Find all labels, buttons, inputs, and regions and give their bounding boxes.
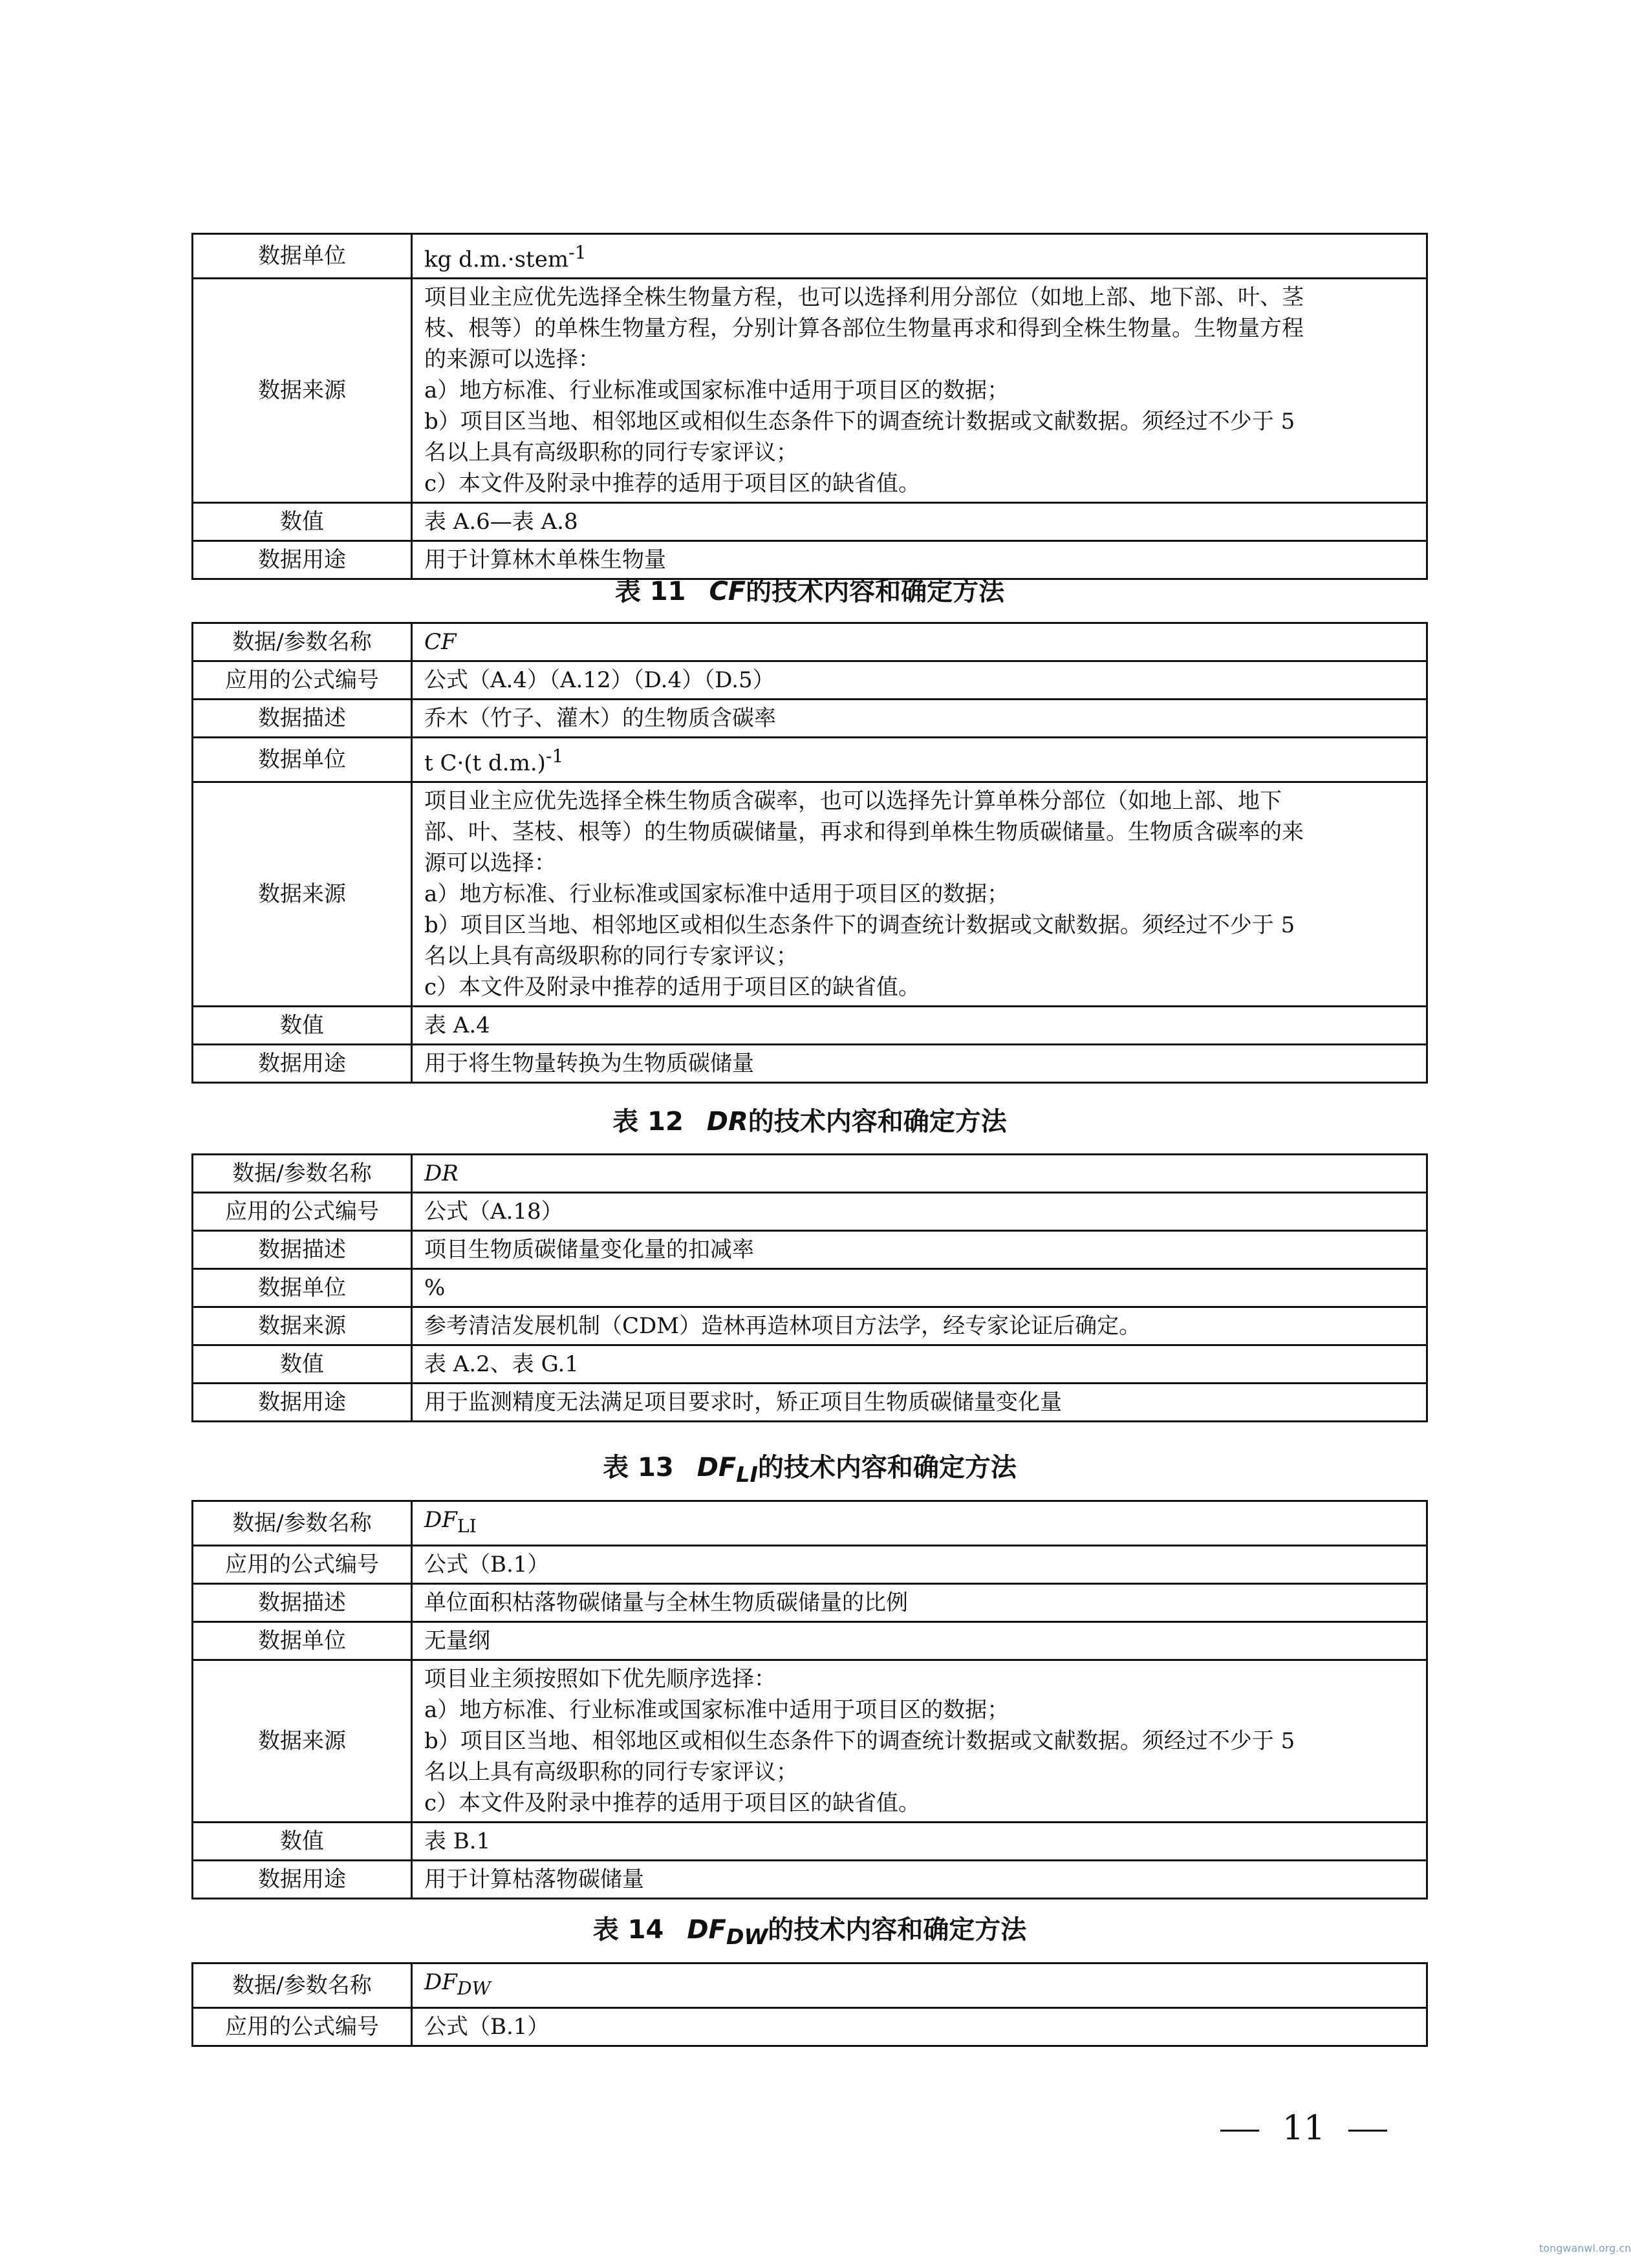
dash-right [1348,2130,1387,2132]
table-row [193,2007,1427,2046]
row-value: 公式（A.4）（A.12）（D.4）（D.5） [412,661,1427,700]
row-value: 用于监测精度无法满足项目要求时，矫正项目生物质碳储量变化量 [412,1384,1427,1422]
table-row [193,1963,1427,2008]
row-value: kg d.m.·stem$^{-1}$ [412,234,1427,279]
row-key: 数据/参数名称 [193,1155,412,1193]
table-row [193,1822,1427,1860]
row-key: 数据/参数名称 [193,1963,412,2008]
table-14-caption: 表 14 $DF_{DW}$的技术内容和确定方法 [592,1915,1027,1949]
row-key: 数据来源 [193,1307,412,1345]
table-row [193,279,1427,503]
table-row [193,623,1427,661]
table-row [193,1007,1427,1045]
table-row [193,661,1427,700]
row-value: 表 A.2、表 G.1 [412,1345,1427,1384]
row-key: 数据用途 [193,1860,412,1898]
row-key: 数据用途 [193,541,412,579]
table-10-tail [191,233,1428,580]
page-number: 11 [1197,2109,1410,2148]
row-value: 公式（B.1） [412,1545,1427,1583]
row-value: % [412,1269,1427,1307]
row-key: 数据用途 [193,1045,412,1083]
table-row [193,1501,1427,1546]
row-value: 表 A.6—表 A.8 [412,503,1427,541]
table-row [193,1860,1427,1898]
table-row [193,782,1427,1007]
row-value: 公式（B.1） [412,2007,1427,2046]
table-13-caption: 表 13 $DF_{LI}$的技术内容和确定方法 [603,1453,1017,1487]
table-row [193,234,1427,279]
row-key: 数值 [193,1822,412,1860]
row-key: 数据来源 [193,1660,412,1822]
row-value: 项目业主应优先选择全株生物质含碳率，也可以选择先计算单株分部位（如地上部、地下 部、叶、茎枝、根等）的生物质碳储量，再求和得到单株生物质碳储量。生物质含碳率的来 源可以选择： a）地方标准、行业标准或国家标准中适用于项目区的数据； b）项目区当地、相邻地区或相似生态条件下的调查统计数据或文献数据。须经过不少于 5 名以上具有高级职称的同行专家评议； c）本文件及附录中推荐的适用于项目区的缺省值。 [412,782,1427,1007]
row-key: 应用的公式编号 [193,1193,412,1231]
table-12-caption: 表 12 DR的技术内容和确定方法 [612,1107,1007,1137]
table-row [193,1345,1427,1384]
row-key: 数据单位 [193,1269,412,1307]
table-row [193,1269,1427,1307]
row-key: 数据单位 [193,1621,412,1660]
table-row [193,1155,1427,1193]
dash-left [1220,2130,1259,2132]
table-11-caption: 表 11 CF的技术内容和确定方法 [614,577,1005,606]
row-key: 应用的公式编号 [193,2007,412,2046]
table-row [193,1621,1427,1660]
row-value: 用于计算枯落物碳储量 [412,1860,1427,1898]
table-12 [191,1153,1428,1422]
row-key: 数据单位 [193,234,412,279]
table-row [193,700,1427,738]
table-11 [191,622,1428,1084]
row-value: 项目业主应优先选择全株生物量方程，也可以选择利用分部位（如地上部、地下部、叶、茎 枝、根等）的单株生物量方程，分别计算各部位生物量再求和得到全株生物量。生物量方程 的来源可以选择： a）地方标准、行业标准或国家标准中适用于项目区的数据； b）项目区当地、相邻地区或相似生态条件下的调查统计数据或文献数据。须经过不少于 5 名以上具有高级职称的同行专家评议； c）本文件及附录中推荐的适用于项目区的缺省值。 [412,279,1427,503]
row-value: $DF_{LI}$ [412,1501,1427,1546]
row-value: 无量纲 [412,1621,1427,1660]
row-value: 项目生物质碳储量变化量的扣减率 [412,1231,1427,1269]
row-value: 用于计算林木单株生物量 [412,541,1427,579]
row-value: 项目业主须按照如下优先顺序选择： a）地方标准、行业标准或国家标准中适用于项目区的数据； b）项目区当地、相邻地区或相似生态条件下的调查统计数据或文献数据。须经过不少于 5 名以上具有高级职称的同行专家评议； c）本文件及附录中推荐的适用于项目区的缺省值。 [412,1660,1427,1822]
table-13 [191,1500,1428,1899]
row-value: 参考清洁发展机制（CDM）造林再造林项目方法学，经专家论证后确定。 [412,1307,1427,1345]
table-row [193,1660,1427,1822]
row-value: 公式（A.18） [412,1193,1427,1231]
row-key: 数值 [193,1345,412,1384]
row-key: 数据来源 [193,279,412,503]
row-key: 数值 [193,1007,412,1045]
table-row [193,503,1427,541]
row-value: 单位面积枯落物碳储量与全林生物质碳储量的比例 [412,1583,1427,1621]
row-value: 用于将生物量转换为生物质碳储量 [412,1045,1427,1083]
row-value: 表 A.4 [412,1007,1427,1045]
row-key: 数值 [193,503,412,541]
row-value: 表 B.1 [412,1822,1427,1860]
row-value: CF [412,623,1427,661]
row-key: 应用的公式编号 [193,1545,412,1583]
row-key: 数据描述 [193,1231,412,1269]
row-key: 数据/参数名称 [193,623,412,661]
row-key: 数据用途 [193,1384,412,1422]
row-key: 数据描述 [193,1583,412,1621]
table-row [193,1193,1427,1231]
row-key: 数据描述 [193,700,412,738]
table-row [193,1384,1427,1422]
table-row [193,1307,1427,1345]
row-value: 乔木（竹子、灌木）的生物质含碳率 [412,700,1427,738]
row-key: 数据单位 [193,738,412,782]
table-row [193,1583,1427,1621]
row-key: 数据/参数名称 [193,1501,412,1546]
row-key: 数据来源 [193,782,412,1007]
row-value: $DF_{DW}$ [412,1963,1427,2008]
table-14 [191,1962,1428,2047]
row-value: t C·(t d.m.)$^{-1}$ [412,738,1427,782]
table-row [193,1545,1427,1583]
row-key: 应用的公式编号 [193,661,412,700]
table-row [193,738,1427,782]
row-value: DR [412,1155,1427,1193]
table-row [193,1045,1427,1083]
table-row [193,1231,1427,1269]
watermark: tongwanwl.org.cn [1539,2242,1631,2254]
